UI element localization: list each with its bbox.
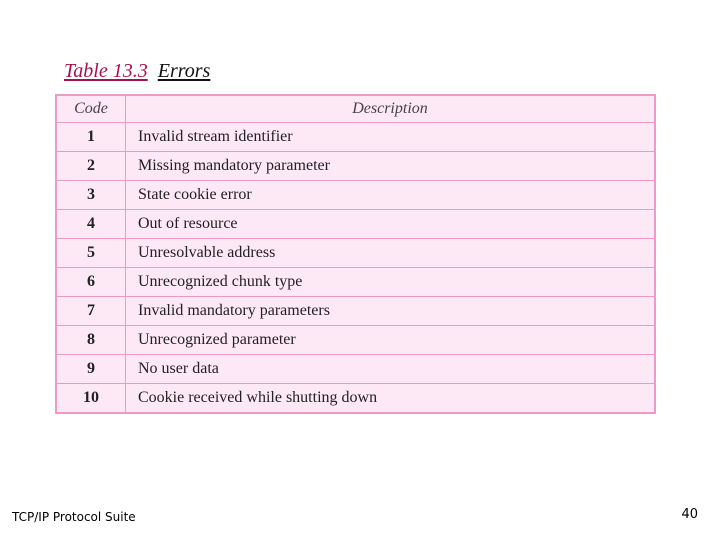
header-code: Code <box>56 95 126 123</box>
footer-book-title: TCP/IP Protocol Suite <box>12 510 136 524</box>
error-code: 1 <box>56 123 126 152</box>
slide-title <box>64 60 210 83</box>
error-description: Invalid mandatory parameters <box>126 297 656 326</box>
error-description: Cookie received while shutting down <box>126 384 656 414</box>
error-code: 8 <box>56 326 126 355</box>
table-header-row <box>56 95 655 123</box>
error-description: Unresolvable address <box>126 239 656 268</box>
table-row <box>56 384 655 414</box>
table-row <box>56 355 655 384</box>
page-number: 40 <box>681 507 698 522</box>
table-number: Table 13.3 <box>64 60 148 82</box>
table-row <box>56 326 655 355</box>
error-description: Missing mandatory parameter <box>126 152 656 181</box>
table-row <box>56 152 655 181</box>
table-row <box>56 123 655 152</box>
error-code: 3 <box>56 181 126 210</box>
errors-table <box>55 94 656 414</box>
table-row <box>56 297 655 326</box>
error-code: 6 <box>56 268 126 297</box>
error-description: Out of resource <box>126 210 656 239</box>
error-description: State cookie error <box>126 181 656 210</box>
error-description: Unrecognized parameter <box>126 326 656 355</box>
error-code: 10 <box>56 384 126 414</box>
error-code: 2 <box>56 152 126 181</box>
error-code: 7 <box>56 297 126 326</box>
error-description: Invalid stream identifier <box>126 123 656 152</box>
table-row <box>56 181 655 210</box>
table-row <box>56 268 655 297</box>
error-description: No user data <box>126 355 656 384</box>
error-code: 5 <box>56 239 126 268</box>
error-code: 4 <box>56 210 126 239</box>
table-name: Errors <box>157 60 211 82</box>
header-description: Description <box>126 95 656 123</box>
error-code: 9 <box>56 355 126 384</box>
table-row <box>56 239 655 268</box>
table-row <box>56 210 655 239</box>
error-description: Unrecognized chunk type <box>126 268 656 297</box>
